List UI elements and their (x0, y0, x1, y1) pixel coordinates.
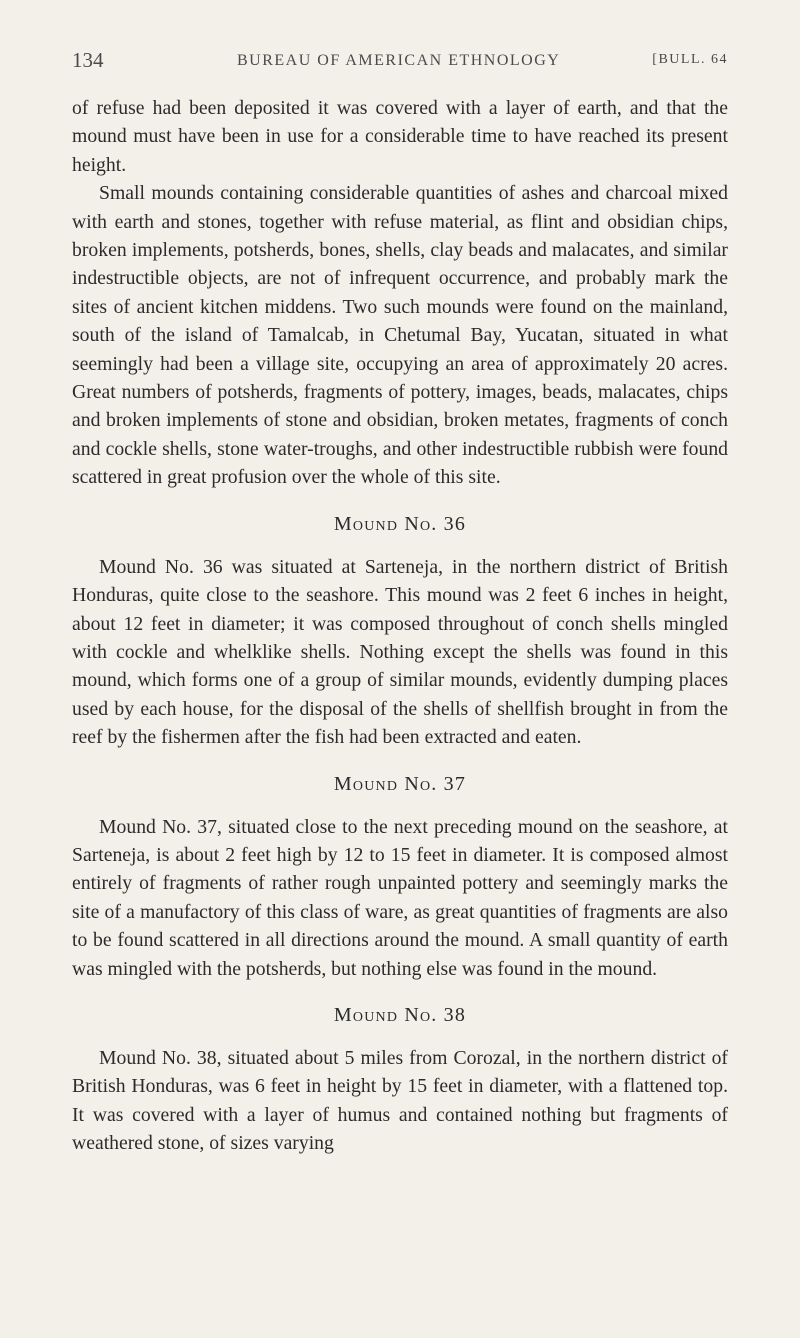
paragraph-continued: of refuse had been deposited it was covered with a layer of earth, and that the mound must have been in use for a considerable time to have reached its present height. (72, 97, 728, 176)
page-body (72, 94, 728, 1158)
heading-mound-36: Mound No. 36 (333, 512, 467, 535)
paragraph-mound-37: Mound No. 37, situated close to the next preceding mound on the seashore, at Sarteneja, is about 2 feet high by 12 to 15 feet in diameter. It is composed almost entirely of fragments of rather rough unpainted pottery and seemingly marks the site of a manufactory of this class of ware, as great quantities of fragments are also to be found scattered in all directions around the mound. A small quantity of earth was mingled with the potsherds, but nothing else was found in the mound. (72, 815, 728, 980)
page-number: 134 (72, 48, 104, 72)
paragraph-kitchen-middens: Small mounds containing considerable quantities of ashes and charcoal mixed with earth and stones, together with refuse material, as flint and obsidian chips, broken implements, potsherds, bones, shells, clay beads and malacates, and similar indestructible objects, are not of infrequent occurrence, and probably mark the sites of ancient kitchen middens. Two such mounds were found on the mainland, south of the island of Tamalcab, in Chetumal Bay, Yucatan, situated in what seemingly had been a village site, occupying an area of approximately 20 acres. Great numbers of potsherds, fragments of pottery, images, beads, malacates, chips and broken implements of stone and obsidian, broken metates, fragments of conch and cockle shells, stone water-troughs, and other indestructible rubbish were found scattered in great profusion over the whole of this site. (72, 182, 728, 489)
paragraph-mound-38: Mound No. 38, situated about 5 miles from Corozal, in the northern district of British Honduras, was 6 feet in height by 15 feet in diameter, with a flattened top. It was covered with a layer of humus and contained nothing but fragments of weathered stone, of sizes varying (72, 1046, 728, 1155)
running-header (72, 48, 728, 88)
paragraph-mound-36: Mound No. 36 was situated at Sarteneja, in the northern district of British Honduras, quite close to the seashore. This mound was 2 feet 6 inches in height, about 12 feet in diameter; it was composed throughout of conch shells mingled with cockle and whelklike shells. Nothing except the shells was found in this mound, which forms one of a group of similar mounds, evidently dumping places used by each house, for the disposal of the shells of shellfish brought in from the reef by the fishermen after the fish had been extracted and eaten. (72, 555, 728, 749)
heading-mound-37: Mound No. 37 (333, 772, 467, 795)
running-title: BUREAU OF AMERICAN ETHNOLOGY (237, 52, 561, 69)
heading-mound-38: Mound No. 38 (333, 1003, 467, 1026)
bulletin-label: [BULL. 64 (652, 52, 728, 67)
